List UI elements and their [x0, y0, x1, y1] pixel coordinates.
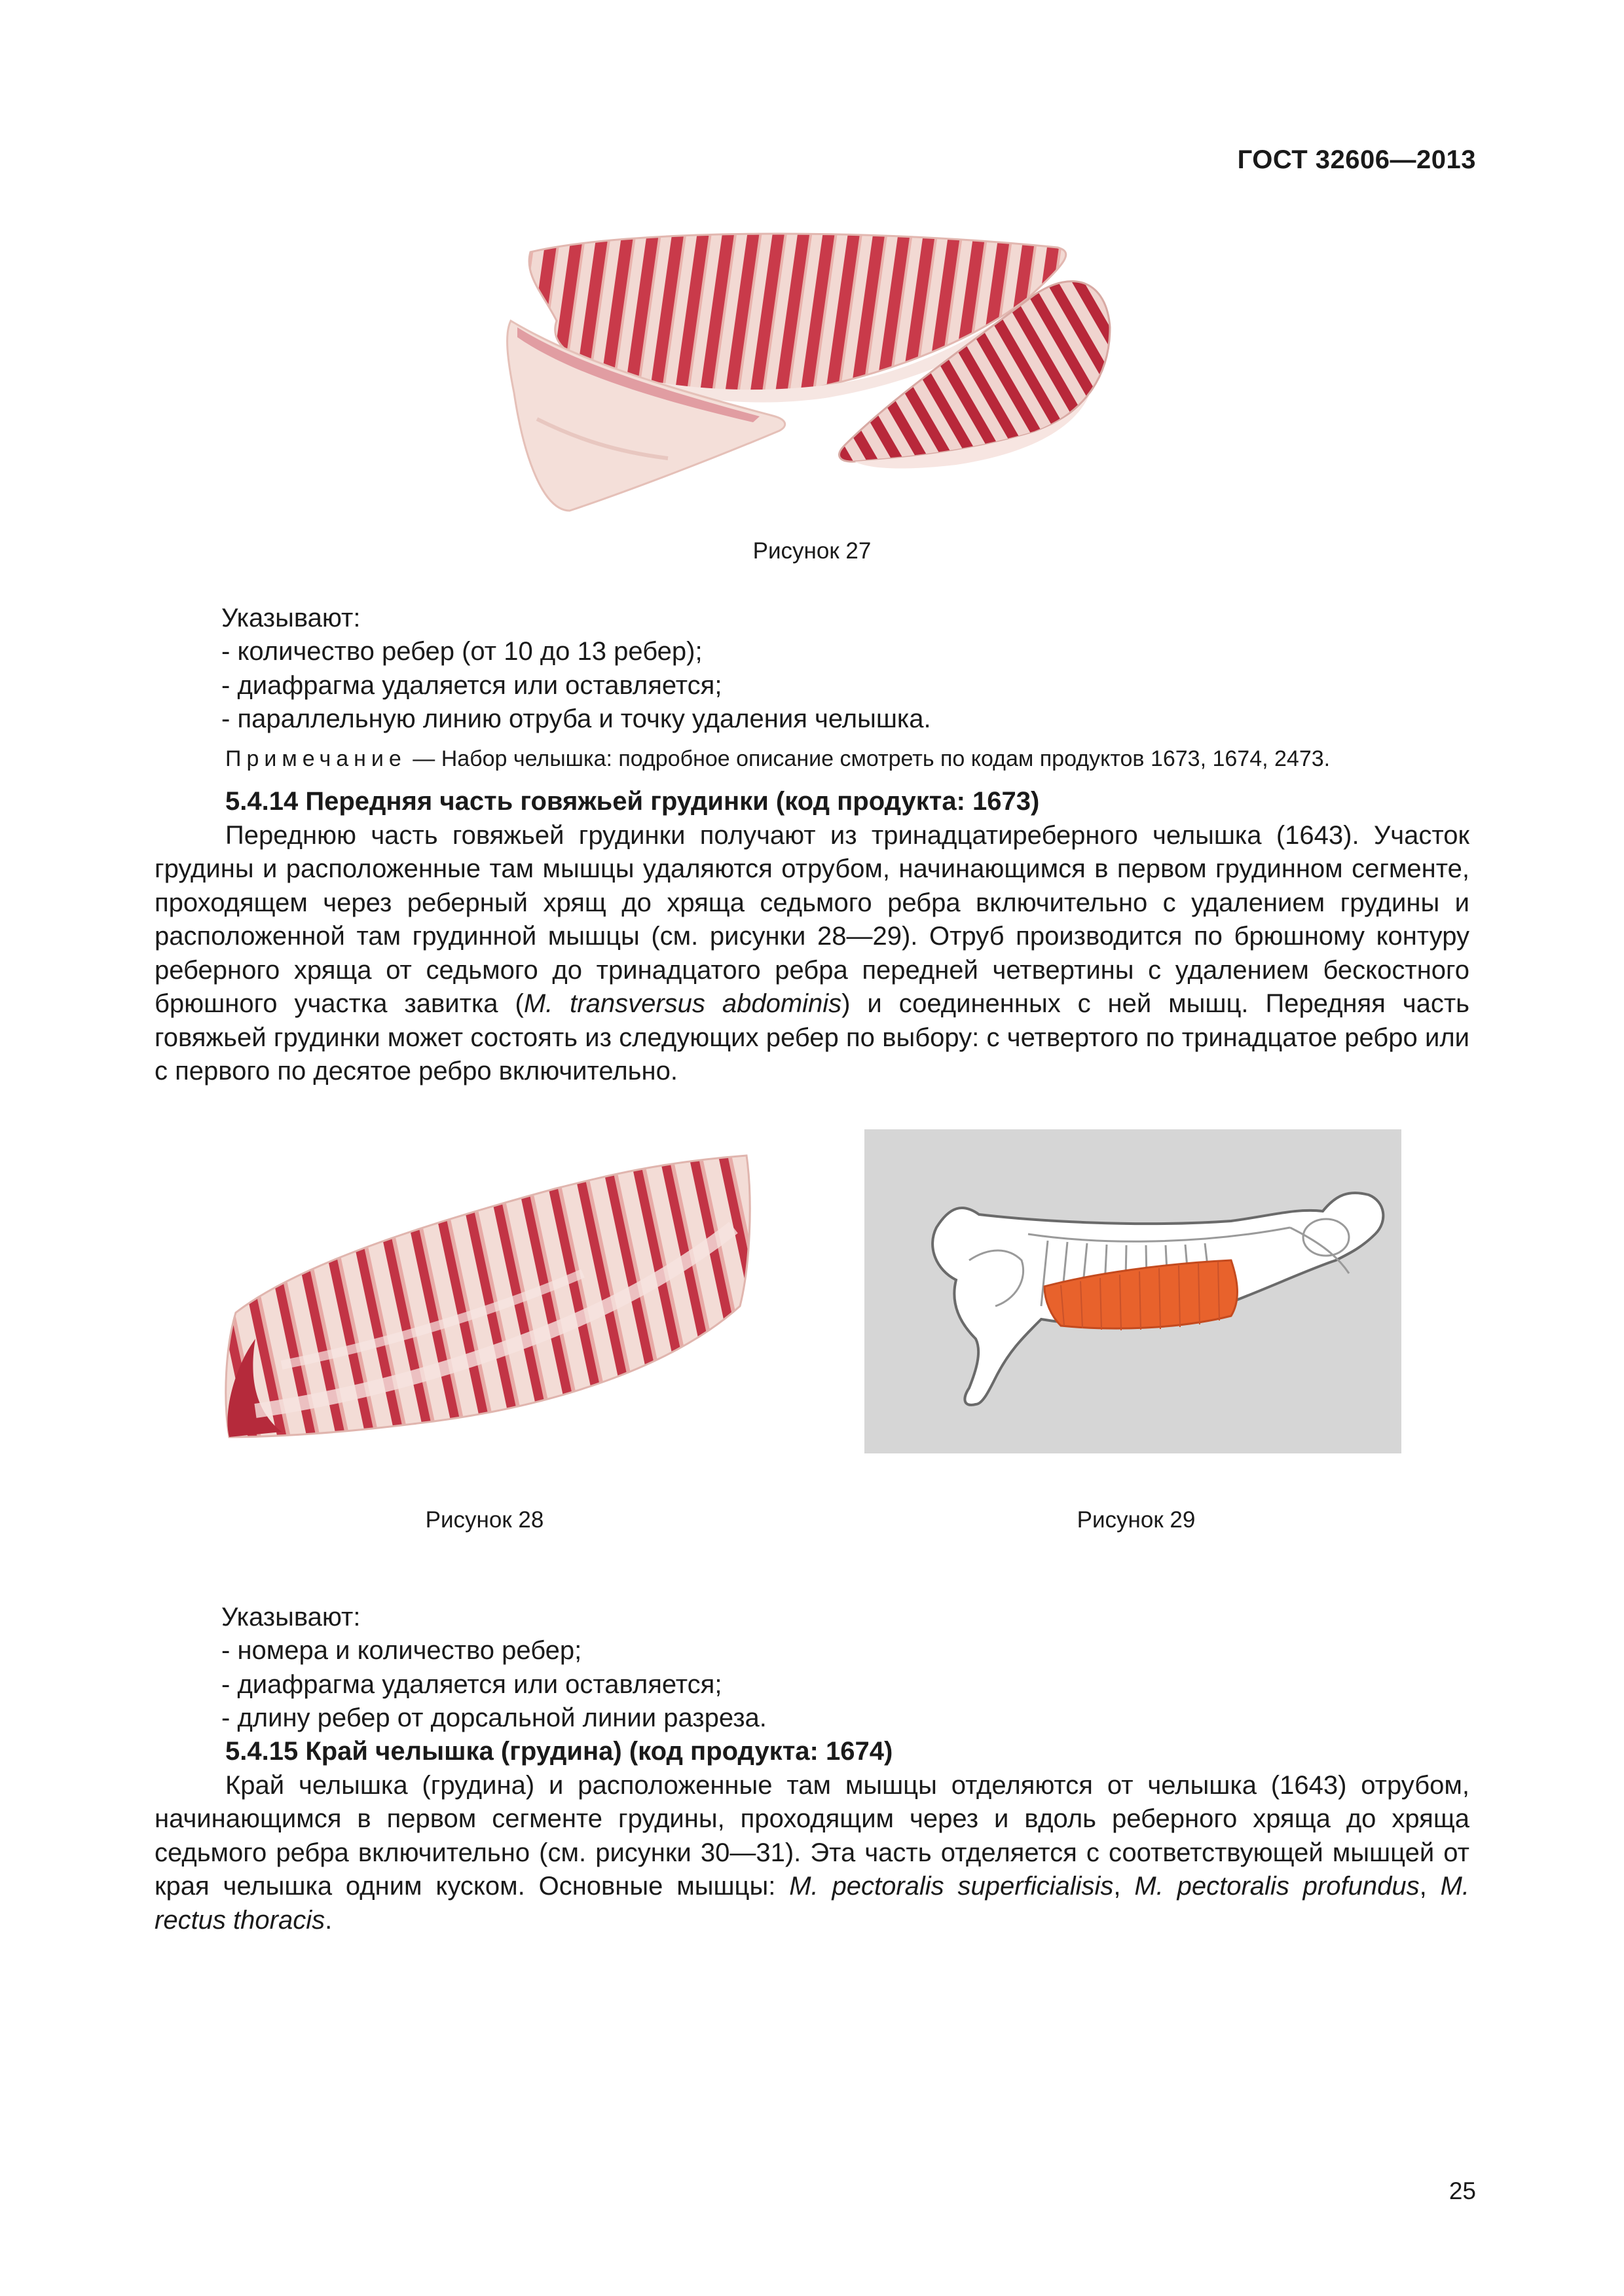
block2-list: [221, 1634, 1466, 1736]
note-dash: —: [413, 746, 435, 771]
figure-27-caption: Рисунок 27: [752, 538, 872, 564]
note-label: Примечание: [225, 746, 407, 771]
figure-28-image: [216, 1149, 773, 1463]
list-item: - параллельную линию отруба и точку удаления челышка.: [221, 704, 931, 733]
list-item: - номера и количество ребер;: [221, 1636, 582, 1665]
section-heading: 5.4.15 Край челышка (грудина) (код продукта: 1674): [225, 1737, 893, 1766]
section-paragraph: Переднюю часть говяжьей грудинки получают из тринадцатиреберного челышка (1643). Участок грудины и расположенные там мышцы удаляются отрубом, начинающимся в первом грудинном сегменте, проходящем через реберный хрящ до хряща седьмого ребра включительно с удалением грудины и расположенной там грудинной мышцы (см. рисунки 28—29). Отруб производится по брюшному контуру реберного хряща от седьмого до тринадцатого ребра передней четвертины с удалением бескостного брюшного участка завитка (M. transversus abdominis) и соединенных с ней мышц. Передняя часть говяжьей грудинки может состоять из следующих ребер по выбору: с четвертого по тринадцатое ребро или с первого по десятое ребро включительно.: [155, 820, 1469, 1085]
block2-intro: Указывают:: [221, 1603, 361, 1631]
figure-29-caption: Рисунок 29: [1077, 1507, 1196, 1533]
list-item: - диафрагма удаляется или оставляется;: [221, 670, 722, 700]
list-item: - длину ребер от дорсальной линии разреза.: [221, 1704, 767, 1732]
standard-header: ГОСТ 32606—2013: [1237, 145, 1476, 174]
section-5-4-15: [155, 1735, 1469, 1937]
note: [225, 746, 1330, 772]
section-5-4-14: [155, 785, 1469, 1089]
section-paragraph: Край челышка (грудина) и расположенные там мышцы отделяются от челышка (1643) отрубом, начинающимся в первом сегменте грудины, проходящим через и вдоль реберного хряща до хряща седьмого ребра включительно (см. рисунки 30—31). Эта часть отделяется с соответствующей мышцей от края челышка одним куском. Основные мышцы: M. pectoralis superficialisis, M. pectoralis profundus, M. rectus thoracis.: [155, 1770, 1469, 1935]
section-heading: 5.4.14 Передняя часть говяжьей грудинки (код продукта: 1673): [225, 787, 1040, 816]
figure-28-caption: Рисунок 28: [425, 1507, 544, 1533]
figure-29-diagram: [864, 1129, 1401, 1453]
block1-list: [221, 635, 1466, 737]
note-text: Набор челышка: подробное описание смотреть по кодам продуктов 1673, 1674, 2473.: [441, 746, 1331, 771]
list-item: - диафрагма удаляется или оставляется;: [221, 1669, 722, 1699]
list-item: - количество ребер (от 10 до 13 ребер);: [221, 637, 703, 666]
block1-intro: Указывают:: [221, 604, 361, 632]
page-number: 25: [1449, 2178, 1476, 2204]
figure-27-image: [498, 223, 1126, 524]
